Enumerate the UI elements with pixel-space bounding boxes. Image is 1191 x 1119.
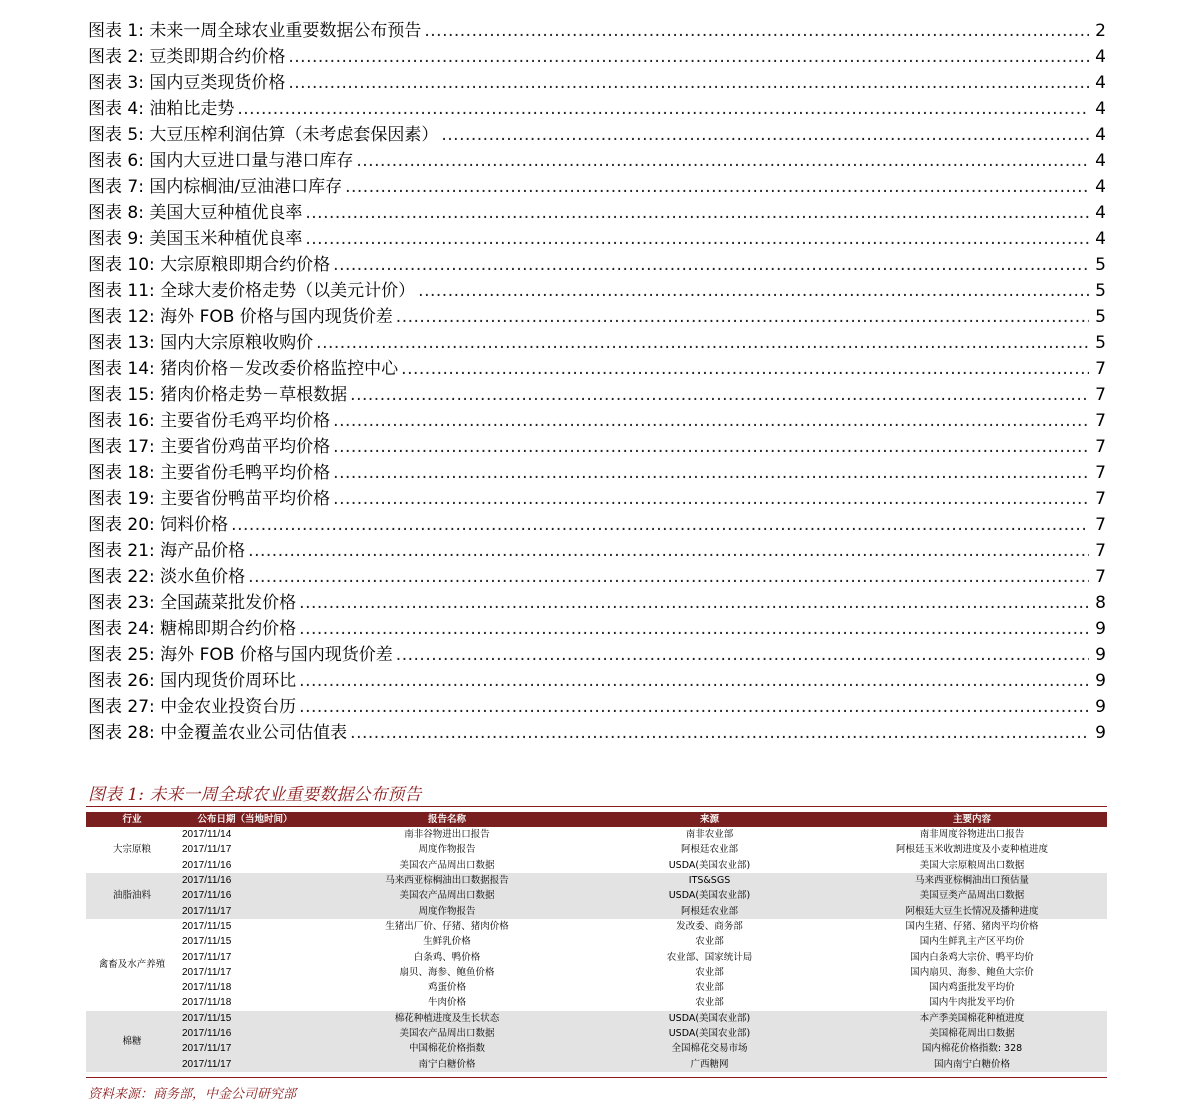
toc-dot-leader — [424, 20, 1089, 42]
toc-entry-title: 图表 14: 猪肉价格－发改委价格监控中心 — [88, 359, 399, 379]
header-main-content: 主要内容 — [837, 812, 1107, 827]
source-cell: 农业部 — [695, 982, 724, 994]
toc-entry-title: 图表 28: 中金覆盖农业公司估值表 — [88, 723, 348, 743]
date-cell: 2017/11/18 — [182, 982, 232, 994]
toc-dot-leader — [441, 124, 1089, 146]
toc-entry[interactable] — [88, 640, 1106, 666]
date-cell: 2017/11/14 — [182, 829, 232, 841]
toc-entry-page: 9 — [1095, 671, 1106, 691]
toc-entry-title: 图表 3: 国内豆类现货价格 — [88, 73, 286, 93]
source-cell: ITS&SGS — [582, 873, 837, 888]
toc-entry-page: 9 — [1095, 697, 1106, 717]
source-cell: 农业部 — [695, 936, 724, 948]
toc-entry-page: 8 — [1095, 593, 1106, 613]
main-content-cell: 国内生猪、仔猪、猪肉平均价格 — [905, 920, 1039, 932]
toc-dot-leader — [299, 696, 1089, 718]
toc-entry-title: 图表 6: 国内大豆进口量与港口库存 — [88, 151, 354, 171]
source-cell: 广西糖网 — [582, 1056, 837, 1071]
toc-entry-page: 5 — [1095, 307, 1106, 327]
table-row — [86, 949, 1107, 964]
table-group — [86, 919, 1107, 1011]
report-name-cell: 生鲜乳价格 — [423, 936, 471, 948]
report-name-cell: 生猪出厂价、仔猪、猪肉价格 — [385, 920, 509, 932]
table-row — [86, 1026, 1107, 1041]
toc-entry-title: 图表 17: 主要省份鸡苗平均价格 — [88, 437, 331, 457]
toc-entry[interactable] — [88, 484, 1106, 510]
toc-entry[interactable] — [88, 120, 1106, 146]
toc-entry-page: 5 — [1095, 255, 1106, 275]
toc-entry-title: 图表 16: 主要省份毛鸡平均价格 — [88, 411, 331, 431]
toc-entry[interactable] — [88, 588, 1106, 614]
toc-entry-page: 7 — [1095, 567, 1106, 587]
toc-entry-page: 2 — [1095, 21, 1106, 41]
table-row — [86, 965, 1107, 980]
toc-entry-page: 7 — [1095, 411, 1106, 431]
date-cell: 2017/11/16 — [178, 1026, 312, 1041]
report-name-cell: 南宁白糖价格 — [312, 1056, 582, 1071]
report-name-cell: 周度作物报告 — [312, 903, 582, 918]
source-cell: 发改委、商务部 — [676, 920, 743, 932]
report-name-cell: 中国棉花价格指数 — [312, 1041, 582, 1056]
source-cell: 农业部 — [695, 966, 724, 978]
toc-entry[interactable] — [88, 94, 1106, 120]
toc-dot-leader — [350, 384, 1089, 406]
toc-entry-title: 图表 1: 未来一周全球农业重要数据公布预告 — [88, 21, 422, 41]
toc-dot-leader — [333, 462, 1089, 484]
toc-entry-title: 图表 15: 猪肉价格走势－草根数据 — [88, 385, 348, 405]
industry-cell: 禽畜及水产养殖 — [98, 959, 166, 971]
toc-entry-page: 9 — [1095, 619, 1106, 639]
toc-entry-title: 图表 23: 全国蔬菜批发价格 — [88, 593, 297, 613]
toc-entry[interactable] — [88, 406, 1106, 432]
toc-entry-page: 7 — [1095, 541, 1106, 561]
toc-dot-leader — [356, 150, 1089, 172]
toc-entry-title: 图表 18: 主要省份毛鸭平均价格 — [88, 463, 331, 483]
toc-entry-title: 图表 20: 饲料价格 — [88, 515, 229, 535]
toc-entry-title: 图表 2: 豆类即期合约价格 — [88, 47, 286, 67]
toc-entry-page: 7 — [1095, 515, 1106, 535]
date-cell: 2017/11/16 — [178, 888, 312, 903]
toc-entry-page: 4 — [1095, 203, 1106, 223]
main-content-cell: 国内棉花价格指数: 328 — [837, 1041, 1107, 1056]
main-content-cell: 南非周度谷物进出口报告 — [919, 829, 1025, 841]
date-cell: 2017/11/17 — [178, 903, 312, 918]
report-name-cell: 马来西亚棕榈油出口数据报告 — [312, 873, 582, 888]
date-cell: 2017/11/15 — [178, 1011, 312, 1026]
data-release-calendar-table — [86, 812, 1107, 1072]
source-note: 资料来源：商务部，中金公司研究部 — [88, 1087, 297, 1102]
report-name-cell: 鸡蛋价格 — [427, 982, 466, 994]
toc-entry[interactable] — [88, 328, 1106, 354]
main-content-cell: 阿根廷大豆生长情况及播种进度 — [837, 903, 1107, 918]
toc-dot-leader — [305, 228, 1089, 250]
toc-entry[interactable] — [88, 250, 1106, 276]
toc-dot-leader — [305, 202, 1089, 224]
toc-dot-leader — [248, 540, 1089, 562]
toc-dot-leader — [396, 644, 1089, 666]
toc-entry[interactable] — [88, 432, 1106, 458]
toc-dot-leader — [396, 306, 1089, 328]
toc-entry-page: 7 — [1095, 385, 1106, 405]
toc-dot-leader — [333, 436, 1089, 458]
table-row — [86, 1011, 1107, 1026]
toc-dot-leader — [299, 592, 1089, 614]
toc-entry-title: 图表 21: 海产品价格 — [88, 541, 246, 561]
date-cell: 2017/11/17 — [178, 1056, 312, 1071]
report-name-cell: 美国农产品周出口数据 — [312, 888, 582, 903]
table-header-row — [86, 812, 1107, 827]
source-cell: USDA(美国农业部) — [582, 1011, 837, 1026]
toc-entry[interactable] — [88, 276, 1106, 302]
toc-dot-leader — [401, 358, 1089, 380]
toc-entry-title: 图表 22: 淡水鱼价格 — [88, 567, 246, 587]
toc-dot-leader — [288, 46, 1089, 68]
toc-entry-title: 图表 24: 糖棉即期合约价格 — [88, 619, 297, 639]
toc-entry[interactable] — [88, 536, 1106, 562]
date-cell: 2017/11/17 — [178, 1041, 312, 1056]
report-name-cell: 牛肉价格 — [427, 997, 466, 1009]
toc-entry-page: 4 — [1095, 73, 1106, 93]
toc-entry-page: 5 — [1095, 333, 1106, 353]
source-cell: USDA(美国农业部) — [668, 859, 751, 871]
toc-entry-page: 7 — [1095, 463, 1106, 483]
toc-dot-leader — [248, 566, 1089, 588]
table-row — [86, 858, 1107, 873]
toc-entry[interactable] — [88, 198, 1106, 224]
table-row — [86, 873, 1107, 888]
report-name-cell: 美国农产品周出口数据 — [399, 859, 495, 871]
table-of-figures — [88, 16, 1106, 744]
toc-entry-page: 7 — [1095, 489, 1106, 509]
main-content-cell: 美国大宗原粮周出口数据 — [919, 859, 1025, 871]
source-cell: 阿根廷农业部 — [680, 844, 738, 856]
table-row — [86, 934, 1107, 949]
table-group — [86, 1011, 1107, 1072]
industry-cell: 大宗原粮 — [112, 844, 151, 856]
toc-entry[interactable] — [88, 614, 1106, 640]
toc-entry-title: 图表 13: 国内大宗原粮收购价 — [88, 333, 314, 353]
toc-entry-title: 图表 5: 大豆压榨利润估算（未考虑套保因素） — [88, 125, 439, 145]
table-row — [86, 903, 1107, 918]
main-content-cell: 国内扇贝、海参、鲍鱼大宗价 — [910, 966, 1034, 978]
main-content-cell: 本产季美国棉花种植进度 — [837, 1011, 1107, 1026]
table-row — [86, 980, 1107, 995]
table-row — [86, 1041, 1107, 1056]
toc-entry-page: 9 — [1095, 645, 1106, 665]
main-content-cell: 美国棉花周出口数据 — [837, 1026, 1107, 1041]
source-cell: 阿根廷农业部 — [582, 903, 837, 918]
table-row — [86, 888, 1107, 903]
main-content-cell: 国内鸡蛋批发平均价 — [929, 982, 1015, 994]
toc-entry[interactable] — [88, 458, 1106, 484]
date-cell: 2017/11/16 — [182, 859, 232, 871]
toc-dot-leader — [333, 410, 1089, 432]
toc-entry-page: 4 — [1095, 125, 1106, 145]
source-cell: USDA(美国农业部) — [582, 888, 837, 903]
main-content-cell: 国内牛肉批发平均价 — [929, 997, 1015, 1009]
date-cell: 2017/11/16 — [178, 873, 312, 888]
header-report-name: 报告名称 — [312, 812, 582, 827]
toc-entry[interactable] — [88, 562, 1106, 588]
table-row — [86, 1056, 1107, 1071]
toc-dot-leader — [316, 332, 1089, 354]
source-cell: USDA(美国农业部) — [582, 1026, 837, 1041]
main-content-cell: 国内南宁白糖价格 — [837, 1056, 1107, 1071]
toc-entry-page: 4 — [1095, 47, 1106, 67]
figure-bottom-rule — [86, 1077, 1107, 1078]
toc-entry-page: 4 — [1095, 177, 1106, 197]
date-cell: 2017/11/17 — [182, 966, 232, 978]
toc-entry[interactable] — [88, 68, 1106, 94]
date-cell: 2017/11/15 — [182, 920, 232, 932]
toc-dot-leader — [299, 670, 1089, 692]
date-cell: 2017/11/15 — [182, 936, 232, 948]
toc-dot-leader — [333, 254, 1089, 276]
industry-cell: 棉糖 — [86, 1011, 178, 1072]
toc-entry[interactable] — [88, 354, 1106, 380]
toc-dot-leader — [418, 280, 1089, 302]
toc-entry[interactable] — [88, 510, 1106, 536]
toc-entry-page: 4 — [1095, 151, 1106, 171]
report-name-cell: 扇贝、海参、鲍鱼价格 — [399, 966, 495, 978]
toc-entry[interactable] — [88, 302, 1106, 328]
toc-entry-title: 图表 9: 美国玉米种植优良率 — [88, 229, 303, 249]
header-release-date: 公布日期（当地时间） — [178, 812, 312, 827]
figure-top-rule — [86, 806, 1107, 807]
toc-dot-leader — [350, 722, 1089, 744]
date-cell: 2017/11/17 — [182, 844, 232, 856]
toc-entry-title: 图表 26: 国内现货价周环比 — [88, 671, 297, 691]
toc-dot-leader — [231, 514, 1089, 536]
main-content-cell: 美国豆类产品周出口数据 — [837, 888, 1107, 903]
main-content-cell: 国内白条鸡大宗价、鸭平均价 — [910, 951, 1034, 963]
main-content-cell: 阿根廷玉米收割进度及小麦种植进度 — [895, 844, 1048, 856]
report-name-cell: 南非谷物进出口报告 — [404, 829, 490, 841]
source-cell: 农业部 — [695, 997, 724, 1009]
toc-dot-leader — [345, 176, 1089, 198]
toc-dot-leader — [299, 618, 1089, 640]
figure-1-title: 图表 1: 未来一周全球农业重要数据公布预告 — [88, 785, 422, 805]
report-name-cell: 美国农产品周出口数据 — [312, 1026, 582, 1041]
toc-entry-title: 图表 4: 油粕比走势 — [88, 99, 235, 119]
toc-entry[interactable] — [88, 16, 1106, 42]
table-row — [86, 827, 1107, 842]
table-group — [86, 873, 1107, 919]
toc-entry-title: 图表 10: 大宗原粮即期合约价格 — [88, 255, 331, 275]
toc-entry-page: 4 — [1095, 229, 1106, 249]
toc-entry-page: 4 — [1095, 99, 1106, 119]
date-cell: 2017/11/17 — [182, 951, 232, 963]
toc-entry-page: 5 — [1095, 281, 1106, 301]
source-cell: 南非农业部 — [685, 829, 734, 841]
toc-entry[interactable] — [88, 666, 1106, 692]
toc-dot-leader — [333, 488, 1089, 510]
main-content-cell: 国内生鲜乳主产区平均价 — [919, 936, 1025, 948]
toc-entry[interactable] — [88, 692, 1106, 718]
toc-dot-leader — [288, 72, 1089, 94]
header-source: 来源 — [582, 812, 837, 827]
toc-entry[interactable] — [88, 42, 1106, 68]
toc-entry-title: 图表 19: 主要省份鸭苗平均价格 — [88, 489, 331, 509]
report-name-cell: 白条鸡、鸭价格 — [413, 951, 481, 963]
header-industry: 行业 — [86, 812, 178, 827]
toc-entry[interactable] — [88, 224, 1106, 250]
source-cell: 全国棉花交易市场 — [582, 1041, 837, 1056]
table-row — [86, 842, 1107, 857]
toc-entry-title: 图表 12: 海外 FOB 价格与国内现货价差 — [88, 307, 393, 327]
report-name-cell: 棉花种植进度及生长状态 — [312, 1011, 582, 1026]
toc-entry-page: 7 — [1095, 359, 1106, 379]
toc-entry[interactable] — [88, 146, 1106, 172]
toc-dot-leader — [237, 98, 1089, 120]
table-row — [86, 919, 1107, 934]
toc-entry[interactable] — [88, 380, 1106, 406]
source-cell: 农业部、国家统计局 — [666, 951, 753, 963]
toc-entry-title: 图表 11: 全球大麦价格走势（以美元计价） — [88, 281, 416, 301]
main-content-cell: 马来西亚棕榈油出口预估量 — [837, 873, 1107, 888]
toc-entry-title: 图表 7: 国内棕榈油/豆油港口库存 — [88, 177, 343, 197]
table-row — [86, 995, 1107, 1010]
toc-entry[interactable] — [88, 718, 1106, 744]
toc-entry-title: 图表 25: 海外 FOB 价格与国内现货价差 — [88, 645, 393, 665]
toc-entry-title: 图表 8: 美国大豆种植优良率 — [88, 203, 303, 223]
toc-entry-page: 9 — [1095, 723, 1106, 743]
industry-cell: 油脂油料 — [86, 873, 178, 919]
toc-entry[interactable] — [88, 172, 1106, 198]
date-cell: 2017/11/18 — [182, 997, 232, 1009]
table-group — [86, 827, 1107, 873]
toc-entry-title: 图表 27: 中金农业投资台历 — [88, 697, 297, 717]
report-name-cell: 周度作物报告 — [418, 844, 476, 856]
toc-entry-page: 7 — [1095, 437, 1106, 457]
